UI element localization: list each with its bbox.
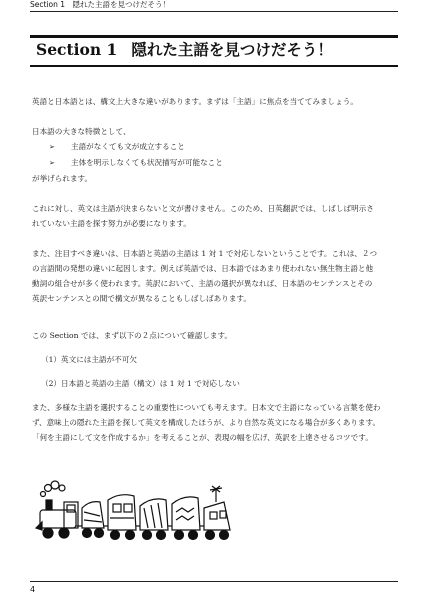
paragraph-features-outro: が挙げられます。: [32, 174, 93, 183]
paragraph-section-intro: この Section では、まず以下の２点について確認します。: [32, 331, 233, 340]
footer-rule: [30, 581, 398, 582]
paragraph-line: の言語間の発想の違いに起因します。例えば英語では、日本語ではあまり使われない無生物主語と他: [32, 264, 374, 273]
paragraph-line: また、注目すべき違いは、日本語と英語の主語は 1 対 1 で対応しないということです。これは、２つ: [32, 249, 378, 258]
paragraph-line: 動詞の組合せが多く使われます。英訳において、主語の選択が異なれば、日本語のセンテンスとその: [32, 279, 373, 288]
header-rule: [30, 11, 398, 12]
paragraph-line: 英訳センテンスとの間で構文が異なることもしばしばあります。: [32, 294, 251, 303]
arrow-bullet-icon: ➢: [49, 159, 55, 167]
numbered-item: （1）英文には主語が不可欠: [41, 355, 137, 364]
paragraph-line: これに対し、英文は主語が決まらないと文が書けません。このため、日英翻訳では、しばしば明示さ: [32, 204, 374, 213]
bullet-text: 主語がなくても文が成立すること: [71, 142, 185, 151]
paragraph-line: 「何を主語にして文を作成するか」を考えることが、表現の幅を広げ、英訳を上達させるコツです。: [32, 433, 373, 442]
title-top-rule: [30, 35, 398, 38]
bullet-item: [32, 139, 402, 155]
paragraph-features-intro: 日本語の大きな特徴として、: [32, 127, 131, 136]
paragraph-line: れていない主語を探す努力が必要になります。: [32, 219, 191, 228]
paragraph-intro: 英語と日本語とは、構文上大きな違いがあります。まずは「主語」に焦点を当ててみましょう。: [32, 97, 358, 106]
arrow-bullet-icon: ➢: [49, 143, 55, 151]
bullet-text: 主体を明示しなくても状況描写が可能なこと: [71, 158, 223, 167]
page-number: 4: [30, 585, 36, 594]
section-title: [36, 40, 333, 60]
paragraph-line: また、多様な主語を選択することの重要性についても考えます。日本文で主語になっている言葉を使わ: [32, 403, 381, 412]
paragraph-line: ず、意味上の隠れた主語を探して英文を構成したほうが、より自然な英文になる場合が多くあります。: [32, 418, 381, 427]
section-heading: 隠れた主語を見つけだそう！: [131, 40, 333, 59]
bullet-item: [32, 155, 402, 171]
numbered-item: （2）日本語と英語の主語（構文）は 1 対 1 で対応しない: [41, 379, 240, 388]
steam-train-illustration: [34, 478, 234, 546]
title-bottom-rule: [30, 65, 398, 67]
running-head: Section 1 隠れた主語を見つけだそう！: [30, 0, 171, 9]
section-number: Section 1: [36, 40, 118, 59]
body-text: [32, 94, 402, 445]
